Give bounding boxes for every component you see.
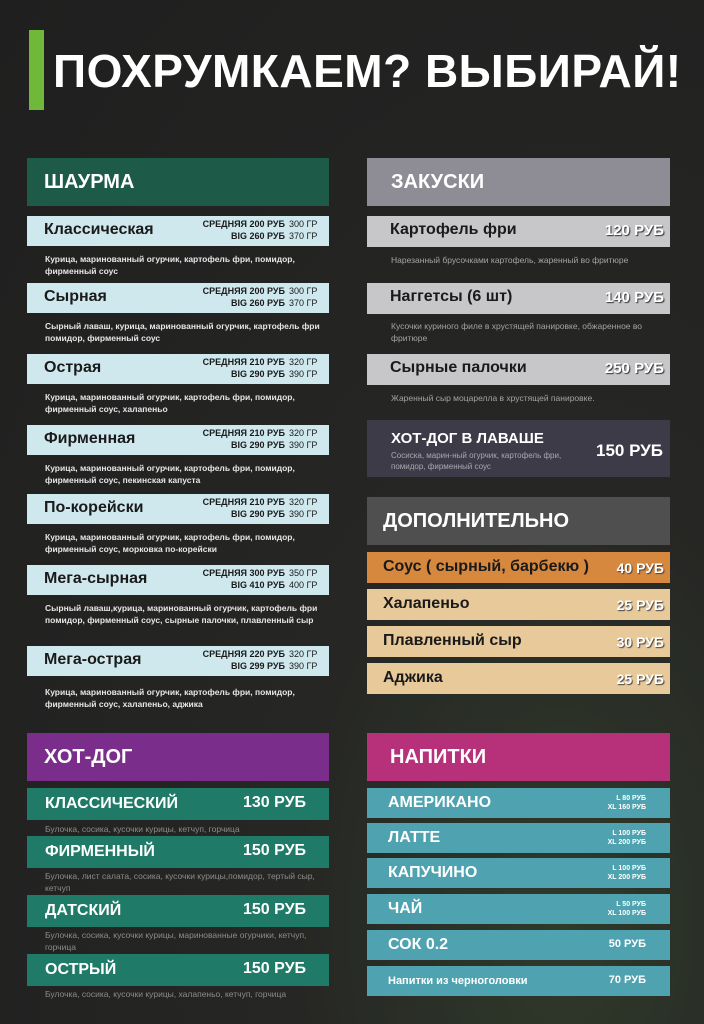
item-price: 130 РУБ	[243, 794, 307, 811]
menu-item-shawarma-classic[interactable]	[27, 216, 329, 246]
item-price: 150 РУБ	[243, 842, 307, 859]
item-price: 150 РУБ	[243, 901, 307, 918]
menu-item-latte[interactable]	[367, 823, 670, 853]
item-price: 150 РУБ	[596, 441, 663, 460]
item-description: Сырный лаваш,курица, маринованный огурчик, картофель фри помидор, фирменный соус, сырные палочки, плавленный сыр	[45, 603, 318, 625]
menu-item-hotdog-signature[interactable]	[27, 836, 329, 868]
item-price: 25 РУБ	[616, 597, 664, 613]
menu-item-melted-cheese[interactable]	[367, 626, 670, 657]
item-description: Булочка, лист салата, сосика, кусочки курицы,помидор, тертый сыр, кетчуп	[45, 871, 315, 893]
item-prices: СРЕДНЯЯ 210 РУБ 320 ГР BIG 290 РУБ 390 ГР	[202, 497, 318, 519]
item-description: Курица, маринованный огурчик, картофель фри, помидор, фирменный соус, морковка по-корейски	[45, 532, 295, 554]
item-name: Мега-сырная	[44, 570, 148, 587]
menu-item-hotdog-spicy[interactable]	[27, 954, 329, 986]
menu-item-tea[interactable]	[367, 894, 670, 924]
menu-item-shawarma-cheese[interactable]	[27, 283, 329, 313]
item-prices: СРЕДНЯЯ 210 РУБ 320 ГР BIG 290 РУБ 390 ГР	[202, 357, 318, 379]
item-prices: L 50 РУБ XL 100 РУБ	[607, 901, 646, 917]
item-name: Аджика	[383, 669, 443, 686]
menu-item-nuggets[interactable]	[367, 283, 670, 314]
item-name: Фирменная	[44, 430, 136, 447]
menu-item-fries[interactable]	[367, 216, 670, 247]
menu-item-jalapeno[interactable]	[367, 589, 670, 620]
item-prices: СРЕДНЯЯ 200 РУБ 300 ГР BIG 260 РУБ 370 ГР	[202, 286, 318, 308]
item-prices: L 100 РУБ XL 200 РУБ	[607, 830, 646, 846]
section-title-snacks: ЗАКУСКИ	[391, 170, 485, 193]
item-prices: СРЕДНЯЯ 200 РУБ 300 ГР BIG 260 РУБ 370 ГР	[202, 219, 318, 241]
item-description: Булочка, сосика, кусочки курицы, кетчуп, горчица	[45, 824, 240, 834]
item-name: ЛАТТЕ	[388, 829, 441, 846]
menu-item-hotdog-lavash[interactable]	[367, 420, 670, 477]
item-name: ДАТСКИЙ	[45, 902, 122, 919]
item-name: Соус ( сырный, барбекю )	[383, 558, 589, 575]
item-name: ФИРМЕННЫЙ	[45, 843, 155, 860]
item-description: Сосиска, марин-ный огурчик, картофель фри, помидор, фирменный соус	[391, 451, 562, 471]
item-name: СОК 0.2	[388, 936, 449, 953]
item-description: Жаренный сыр моцарелла в хрустящей панировке.	[391, 393, 595, 403]
item-description: Булочка, сосика, кусочки курицы, маринованные огурчики, кетчуп, горчица	[45, 930, 307, 952]
item-name: КАПУЧИНО	[388, 864, 478, 881]
item-price: 140 РУБ	[604, 289, 664, 306]
item-price: 40 РУБ	[616, 560, 664, 576]
menu-item-sauce[interactable]	[367, 552, 670, 583]
item-name: КЛАССИЧЕСКИЙ	[45, 795, 178, 812]
section-title-additional: ДОПОЛНИТЕЛЬНО	[383, 509, 570, 532]
menu-item-hotdog-classic[interactable]	[27, 788, 329, 820]
menu-item-shawarma-korean[interactable]	[27, 494, 329, 524]
item-name: Напитки из черноголовки	[388, 975, 528, 987]
section-header-additional	[367, 497, 670, 545]
menu-item-cappuccino[interactable]	[367, 858, 670, 888]
item-name: ЧАЙ	[388, 900, 423, 917]
item-price: 150 РУБ	[243, 960, 307, 977]
menu-item-juice[interactable]	[367, 930, 670, 960]
item-name: Мега-острая	[44, 651, 142, 668]
menu-item-hotdog-danish[interactable]	[27, 895, 329, 927]
section-header-snacks	[367, 158, 670, 206]
item-name: ХОТ-ДОГ В ЛАВАШЕ	[391, 430, 544, 447]
menu-item-shawarma-spicy[interactable]	[27, 354, 329, 384]
item-name: Сырные палочки	[390, 359, 527, 376]
menu-item-adjika[interactable]	[367, 663, 670, 694]
item-name: Плавленный сыр	[383, 632, 522, 649]
header-accent-bar	[29, 30, 44, 110]
section-header-shawarma	[27, 158, 329, 206]
menu-item-shawarma-mega-spicy[interactable]	[27, 646, 329, 676]
item-price: 30 РУБ	[616, 634, 664, 650]
page-title: ПОХРУМКАЕМ? ВЫБИРАЙ!	[53, 45, 682, 97]
section-title-shawarma: ШАУРМА	[44, 170, 135, 193]
item-description: Курица, маринованный огурчик, картофель фри, помидор, фирменный соус, халапеньо, аджика	[45, 687, 295, 709]
item-description: Курица, маринованный огурчик, картофель фри, помидор, фирменный соус	[45, 254, 295, 276]
item-name: Сырная	[44, 288, 107, 305]
item-description: Курица, маринованный огурчик, картофель фри, помидор, фирменный соус, халапеньо	[45, 392, 295, 414]
item-price: 120 РУБ	[604, 222, 664, 239]
menu-item-shawarma-mega-cheese[interactable]	[27, 565, 329, 595]
item-name: ОСТРЫЙ	[45, 961, 117, 978]
item-name: Наггетсы (6 шт)	[390, 288, 513, 305]
item-price: 70 РУБ	[608, 974, 646, 986]
item-prices: СРЕДНЯЯ 300 РУБ 350 ГР BIG 410 РУБ 400 ГР	[202, 568, 318, 590]
section-header-hotdog	[27, 733, 329, 781]
item-description: Булочка, сосика, кусочки курицы, халапеньо, кетчуп, горчица	[45, 989, 287, 999]
item-name: Классическая	[44, 221, 154, 238]
item-price: 25 РУБ	[616, 671, 664, 687]
menu-item-chernogolovka[interactable]	[367, 966, 670, 996]
menu-item-americano[interactable]	[367, 788, 670, 818]
item-description: Кусочки куриного филе в хрустящей панировке, обжаренное во фритюре	[391, 321, 643, 343]
item-prices: СРЕДНЯЯ 210 РУБ 320 ГР BIG 290 РУБ 390 ГР	[202, 428, 318, 450]
item-description: Курица, маринованный огурчик, картофель фри, помидор, фирменный соус, пекинская капуста	[45, 463, 295, 485]
item-prices: L 80 РУБ XL 160 РУБ	[607, 795, 646, 811]
item-name: Картофель фри	[390, 221, 517, 238]
item-description: Нарезанный брусочками картофель, жаренный во фритюре	[391, 255, 629, 265]
item-name: Халапеньо	[383, 595, 470, 612]
section-header-drinks	[367, 733, 670, 781]
menu-item-cheese-sticks[interactable]	[367, 354, 670, 385]
item-prices: L 100 РУБ XL 200 РУБ	[607, 865, 646, 881]
item-price: 250 РУБ	[604, 360, 664, 377]
item-name: Острая	[44, 359, 102, 376]
menu-item-shawarma-signature[interactable]	[27, 425, 329, 455]
item-prices: СРЕДНЯЯ 220 РУБ 320 ГР BIG 299 РУБ 390 ГР	[202, 649, 318, 671]
section-title-hotdog: ХОТ-ДОГ	[44, 745, 133, 768]
item-name: По-корейски	[44, 499, 144, 516]
item-name: АМЕРИКАНО	[388, 794, 492, 811]
item-price: 50 РУБ	[608, 938, 646, 950]
item-description: Сырный лаваш, курица, маринованный огурчик, картофель фри помидор, фирменный соус	[45, 321, 320, 343]
section-title-drinks: НАПИТКИ	[390, 745, 487, 768]
